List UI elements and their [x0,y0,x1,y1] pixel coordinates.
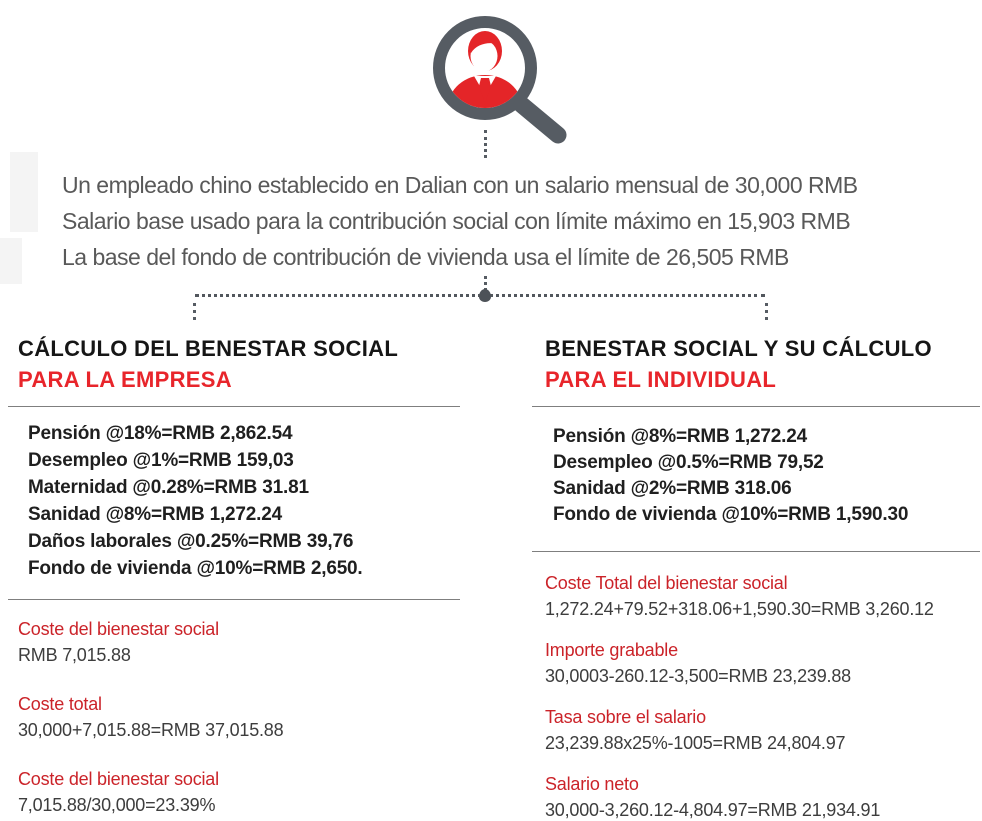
list-item: Sanidad @8%=RMB 1,272.24 [28,504,282,525]
list-item: Fondo de vivienda @10%=RMB 2,650. [28,558,363,579]
section-value: 1,272.24+79.52+318.06+1,590.30=RMB 3,260.12 [545,599,934,619]
section-label: Coste del bienestar social [18,769,219,789]
list-item: Maternidad @0.28%=RMB 31.81 [28,477,309,498]
intro-paragraph [62,167,972,275]
list-item: Sanidad @2%=RMB 318.06 [553,478,792,499]
summary-section [545,572,980,621]
summary-section [18,693,460,742]
divider [532,406,980,407]
section-label: Tasa sobre el salario [545,707,706,727]
intro-line-2: Salario base usado para la contribución social con límite máximo en 15,903 RMB [62,208,851,234]
left-edge-watermark [10,152,38,232]
summary-section [545,773,980,821]
list-item: Desempleo @0.5%=RMB 79,52 [553,452,824,473]
section-label: Coste total [18,694,102,714]
list-item: Desempleo @1%=RMB 159,03 [28,450,294,471]
intro-line-3: La base del fondo de contribución de vivienda usa el límite de 26,505 RMB [62,244,789,270]
section-value: RMB 7,015.88 [18,645,131,665]
individual-title: BENESTAR SOCIAL Y SU CÁLCULO [545,336,932,361]
bracket-left-stub [193,303,196,320]
left-edge-watermark [0,238,22,284]
section-value: 30,000-3,260.12-4,804.97=RMB 21,934.91 [545,800,881,820]
list-item: Fondo de vivienda @10%=RMB 1,590.30 [553,504,909,525]
individual-contribution-list [532,424,980,528]
divider [532,551,980,552]
section-value: 7,015.88/30,000=23.39% [18,795,216,815]
individual-summary [532,572,980,821]
individual-column-header [532,333,980,395]
section-label: Coste del bienestar social [18,619,219,639]
section-label: Coste Total del bienestar social [545,573,788,593]
divider [8,599,460,600]
section-value: 30,0003-260.12-3,500=RMB 23,239.88 [545,666,851,686]
person-search-icon [425,8,575,148]
list-item: Pensión @8%=RMB 1,272.24 [553,426,807,447]
summary-section [18,618,460,667]
employer-subtitle: PARA LA EMPRESA [18,367,232,392]
section-label: Importe grabable [545,640,678,660]
icon-connector-dots [484,130,487,158]
section-label: Salario neto [545,774,639,794]
section-value: 30,000+7,015.88=RMB 37,015.88 [18,720,284,740]
bracket-center-dot [479,289,491,302]
individual-column [532,333,980,821]
employer-title: CÁLCULO DEL BENESTAR SOCIAL [18,336,399,361]
individual-subtitle: PARA EL INDIVIDUAL [545,367,777,392]
employer-column-header [8,333,460,395]
summary-section [545,639,980,688]
employer-column [8,333,460,817]
summary-section [545,706,980,755]
divider [8,406,460,407]
intro-line-1: Un empleado chino establecido en Dalian con un salario mensual de 30,000 RMB [62,172,858,198]
section-value: 23,239.88x25%-1005=RMB 24,804.97 [545,733,846,753]
bracket-right-stub [765,303,768,320]
list-item: Pensión @18%=RMB 2,862.54 [28,423,293,444]
summary-section [18,768,460,817]
employer-contribution-list [8,420,460,582]
list-item: Daños laborales @0.25%=RMB 39,76 [28,531,354,552]
employer-summary [8,618,460,817]
